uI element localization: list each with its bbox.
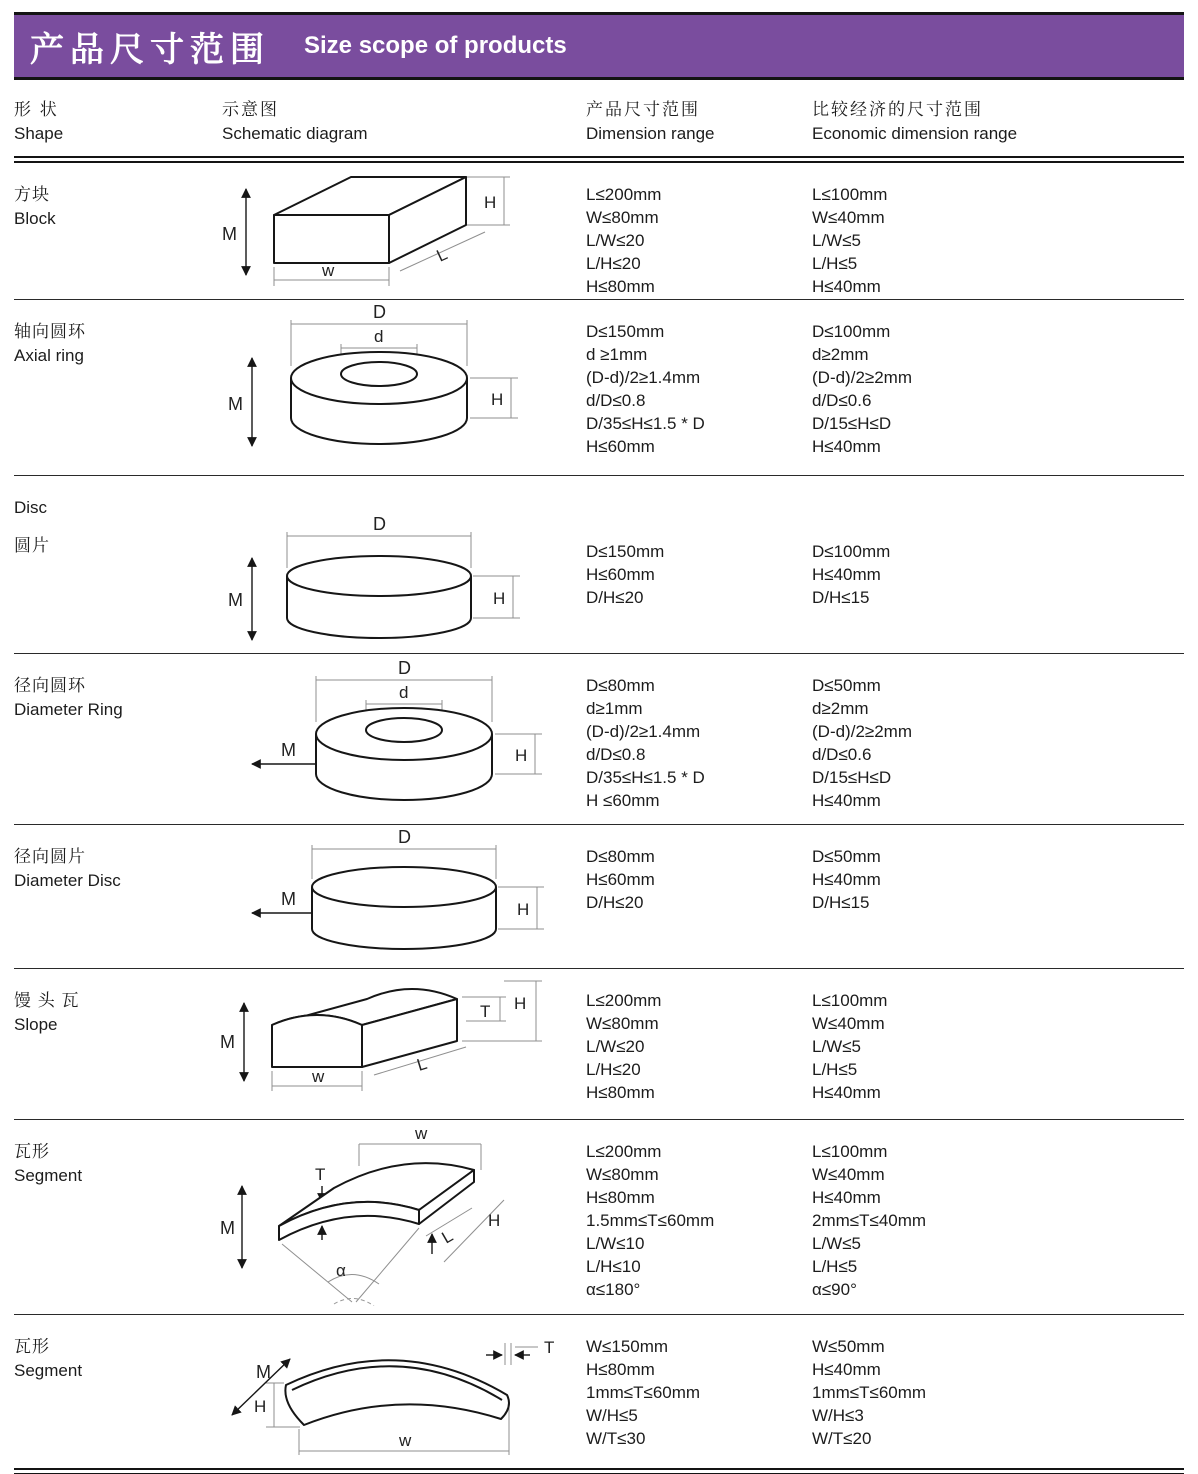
- shape-name-zh: 瓦形: [14, 1337, 50, 1356]
- schematic-cell: [204, 825, 586, 968]
- dimension-line: L≤200mm: [586, 991, 662, 1010]
- dim-label-d: d: [399, 683, 409, 702]
- column-header-dimension-en: Dimension range: [586, 124, 715, 143]
- dimension-line: W/H≤3: [812, 1406, 864, 1425]
- shape-name-zh: 径向圆片: [14, 847, 86, 866]
- dim-label-H: H: [484, 193, 497, 212]
- shape-name-en: Block: [14, 209, 56, 228]
- dimension-line: D≤150mm: [586, 542, 665, 561]
- dim-label-T: T: [315, 1165, 326, 1184]
- shape-name-zh: 瓦形: [14, 1142, 50, 1161]
- dimension-line: D≤80mm: [586, 676, 655, 695]
- dimension-line: D/H≤15: [812, 893, 870, 912]
- dimension-line: d/D≤0.8: [586, 391, 646, 410]
- column-header-row: [0, 80, 1198, 156]
- dimension-line: 2mm≤T≤40mm: [812, 1211, 927, 1230]
- economic-range: [812, 1120, 1184, 1314]
- dim-label-M: M: [228, 590, 243, 610]
- shape-cell: [14, 1120, 204, 1314]
- column-header-economic: [812, 80, 1184, 156]
- dim-label-L: L: [438, 1226, 457, 1248]
- shape-name-en: Diameter Disc: [14, 871, 121, 890]
- dimension-line: L/H≤20: [586, 1060, 641, 1079]
- table-row-diameter-ring: [0, 654, 1198, 824]
- dimension-range: [586, 163, 812, 299]
- header-divider: [14, 156, 1184, 163]
- dimension-line: α≤90°: [812, 1280, 857, 1299]
- dim-label-M: M: [256, 1362, 271, 1382]
- slope-schematic: [204, 969, 574, 1099]
- column-header-economic-en: Economic dimension range: [812, 124, 1018, 143]
- dimension-line: d/D≤0.6: [812, 391, 872, 410]
- dimension-line: W/T≤20: [812, 1429, 872, 1448]
- dim-label-M: M: [222, 224, 237, 244]
- column-header-schematic: [204, 80, 586, 156]
- dim-label-L: L: [433, 244, 451, 266]
- schematic-cell: [204, 1315, 586, 1468]
- dimension-line: (D-d)/2≥1.4mm: [586, 368, 701, 387]
- dim-label-D: D: [373, 514, 386, 534]
- shape-cell: [14, 476, 204, 653]
- dim-label-w: w: [322, 261, 335, 280]
- dimension-line: W≤80mm: [586, 1014, 659, 1033]
- column-header-dimension-zh: 产品尺寸范围: [586, 100, 700, 119]
- dimension-line: W≤50mm: [812, 1337, 885, 1356]
- economic-range: [812, 825, 1184, 968]
- segment-schematic: [204, 1120, 574, 1306]
- dimension-line: L/W≤5: [812, 1234, 862, 1253]
- dimension-line: D≤50mm: [812, 847, 881, 866]
- disc-schematic: [204, 512, 574, 648]
- dimension-line: d≥2mm: [812, 699, 869, 718]
- dimension-line: L/W≤20: [586, 1037, 645, 1056]
- dimension-line: H≤40mm: [812, 1360, 881, 1379]
- column-header-economic-zh: 比较经济的尺寸范围: [812, 100, 983, 119]
- dimension-line: H≤40mm: [812, 565, 881, 584]
- dim-label-H: H: [493, 589, 506, 608]
- dimension-range: [586, 969, 812, 1119]
- axial-ring-schematic: [204, 300, 574, 460]
- dim-label-H: H: [491, 390, 504, 409]
- dimension-line: D/15≤H≤D: [812, 414, 892, 433]
- diameter-disc-schematic: [204, 825, 574, 959]
- shape-name-zh: 轴向圆环: [14, 322, 86, 341]
- dim-label-M: M: [281, 740, 296, 760]
- dimension-line: H≤80mm: [586, 277, 655, 296]
- shape-cell: [14, 163, 204, 299]
- table-row-slope: [0, 969, 1198, 1119]
- column-header-dimension: [586, 80, 812, 156]
- dimension-line: H≤80mm: [586, 1360, 655, 1379]
- dimension-line: (D-d)/2≥1.4mm: [586, 722, 701, 741]
- dimension-line: (D-d)/2≥2mm: [812, 722, 912, 741]
- shape-name-en: Disc: [14, 498, 48, 517]
- dim-label-D: D: [398, 658, 411, 678]
- dimension-line: L≤100mm: [812, 1142, 888, 1161]
- shape-cell: [14, 1315, 204, 1468]
- dim-label-w: w: [399, 1431, 412, 1450]
- table-row-segment: [0, 1120, 1198, 1314]
- dimension-line: H≤40mm: [812, 1083, 881, 1102]
- shape-cell: [14, 654, 204, 824]
- dimension-range: [586, 1120, 812, 1314]
- dimension-line: d ≥1mm: [586, 345, 648, 364]
- dimension-line: D≤80mm: [586, 847, 655, 866]
- dimension-line: α≤180°: [586, 1280, 641, 1299]
- dim-label-T: T: [544, 1338, 555, 1357]
- dimension-range: [586, 476, 812, 653]
- page-title-en: Size scope of products: [304, 32, 567, 59]
- dimension-line: 1.5mm≤T≤60mm: [586, 1211, 715, 1230]
- shape-name-en: Axial ring: [14, 346, 84, 365]
- shape-name-zh: 馒 头 瓦: [14, 991, 80, 1010]
- dim-label-L: L: [414, 1053, 430, 1075]
- dim-label-M: M: [220, 1218, 235, 1238]
- schematic-cell: [204, 476, 586, 653]
- column-header-shape: [14, 80, 204, 156]
- shape-name-en: Slope: [14, 1015, 58, 1034]
- dim-label-alpha: α: [336, 1261, 346, 1280]
- dim-label-T: T: [480, 1002, 491, 1021]
- dimension-line: W≤40mm: [812, 1165, 885, 1184]
- dimension-line: H ≤60mm: [586, 791, 660, 810]
- dimension-line: H≤60mm: [586, 565, 655, 584]
- dim-label-M: M: [228, 394, 243, 414]
- schematic-cell: [204, 163, 586, 299]
- dim-label-D: D: [398, 827, 411, 847]
- dimension-line: L≤200mm: [586, 185, 662, 204]
- dimension-line: d≥2mm: [812, 345, 869, 364]
- dimension-line: L/W≤10: [586, 1234, 645, 1253]
- schematic-cell: [204, 654, 586, 824]
- table-row-disc: [0, 476, 1198, 653]
- dimension-line: H≤40mm: [812, 870, 881, 889]
- dimension-line: W/H≤5: [586, 1406, 638, 1425]
- table-row-diameter-disc: [0, 825, 1198, 968]
- dimension-line: W≤80mm: [586, 208, 659, 227]
- economic-range: [812, 654, 1184, 824]
- economic-range: [812, 300, 1184, 475]
- dim-label-w: w: [415, 1124, 428, 1143]
- shape-name-en: Diameter Ring: [14, 700, 123, 719]
- page-title-zh: 产品尺寸范围: [30, 30, 270, 69]
- dimension-line: L≤100mm: [812, 185, 888, 204]
- diameter-ring-schematic: [204, 654, 574, 818]
- shape-name-zh: 圆片: [14, 536, 50, 555]
- dimension-line: d/D≤0.6: [812, 745, 872, 764]
- dimension-line: d≥1mm: [586, 699, 643, 718]
- shape-name-en: Segment: [14, 1166, 83, 1185]
- dimension-line: D/35≤H≤1.5 * D: [586, 768, 705, 787]
- dimension-line: W≤80mm: [586, 1165, 659, 1184]
- dimension-range: [586, 654, 812, 824]
- dimension-line: W≤40mm: [812, 208, 885, 227]
- dimension-line: L/W≤20: [586, 231, 645, 250]
- dim-label-d: d: [374, 327, 384, 346]
- dimension-line: L≤100mm: [812, 991, 888, 1010]
- dim-label-M: M: [281, 889, 296, 909]
- dimension-line: L/H≤5: [812, 1257, 858, 1276]
- shape-cell: [14, 300, 204, 475]
- dimension-line: H≤40mm: [812, 791, 881, 810]
- dimension-range: [586, 300, 812, 475]
- dimension-range: [586, 1315, 812, 1468]
- block-schematic: [204, 163, 574, 289]
- economic-range: [812, 969, 1184, 1119]
- dimension-line: L/H≤10: [586, 1257, 641, 1276]
- schematic-cell: [204, 1120, 586, 1314]
- dim-label-H: H: [254, 1397, 267, 1416]
- column-header-schematic-en: Schematic diagram: [222, 124, 368, 143]
- dim-label-w: w: [312, 1067, 325, 1086]
- column-header-schematic-zh: 示意图: [222, 100, 279, 119]
- dim-label-D: D: [373, 302, 386, 322]
- dimension-line: H≤80mm: [586, 1188, 655, 1207]
- title-banner: [14, 12, 1184, 80]
- table-row-block: [0, 163, 1198, 299]
- dimension-line: H≤60mm: [586, 870, 655, 889]
- shape-cell: [14, 825, 204, 968]
- dimension-line: 1mm≤T≤60mm: [812, 1383, 927, 1402]
- table-row-segment-arc: [0, 1315, 1198, 1468]
- dimension-line: 1mm≤T≤60mm: [586, 1383, 701, 1402]
- schematic-cell: [204, 300, 586, 475]
- economic-range: [812, 1315, 1184, 1468]
- dimension-line: D/H≤15: [812, 588, 870, 607]
- schematic-cell: [204, 969, 586, 1119]
- dimension-line: D/H≤20: [586, 893, 644, 912]
- dim-label-H: H: [515, 746, 528, 765]
- dim-label-M: M: [220, 1032, 235, 1052]
- dimension-line: H≤80mm: [586, 1083, 655, 1102]
- shape-name-zh: 径向圆环: [14, 676, 86, 695]
- dimension-line: L/H≤20: [586, 254, 641, 273]
- dimension-line: L/W≤5: [812, 231, 862, 250]
- dimension-line: H≤40mm: [812, 437, 881, 456]
- column-header-shape-en: Shape: [14, 124, 64, 143]
- dimension-line: L/H≤5: [812, 1060, 858, 1079]
- table-row-axial-ring: [0, 300, 1198, 475]
- dimension-line: D≤50mm: [812, 676, 881, 695]
- dimension-line: W≤150mm: [586, 1337, 669, 1356]
- dimension-line: L/H≤5: [812, 254, 858, 273]
- dimension-line: W/T≤30: [586, 1429, 646, 1448]
- dimension-line: D≤150mm: [586, 322, 665, 341]
- dim-label-H: H: [517, 900, 530, 919]
- column-header-shape-zh: 形 状: [14, 100, 59, 119]
- dimension-line: W≤40mm: [812, 1014, 885, 1033]
- dimension-line: L/W≤5: [812, 1037, 862, 1056]
- shape-name-en: Segment: [14, 1361, 83, 1380]
- dimension-line: D/15≤H≤D: [812, 768, 892, 787]
- segment-arc-schematic: [204, 1315, 574, 1463]
- dimension-line: d/D≤0.8: [586, 745, 646, 764]
- dimension-line: D/H≤20: [586, 588, 644, 607]
- economic-range: [812, 476, 1184, 653]
- dimension-line: H≤40mm: [812, 277, 881, 296]
- dimension-line: L≤200mm: [586, 1142, 662, 1161]
- dimension-line: (D-d)/2≥2mm: [812, 368, 912, 387]
- dimension-line: D≤100mm: [812, 322, 891, 341]
- bottom-divider: [14, 1468, 1184, 1474]
- dim-label-H: H: [514, 994, 527, 1013]
- dimension-line: D≤100mm: [812, 542, 891, 561]
- dimension-range: [586, 825, 812, 968]
- dimension-line: D/35≤H≤1.5 * D: [586, 414, 705, 433]
- shape-name-zh: 方块: [14, 185, 50, 204]
- dimension-line: H≤60mm: [586, 437, 655, 456]
- dim-label-H: H: [488, 1211, 501, 1230]
- shape-cell: [14, 969, 204, 1119]
- economic-range: [812, 163, 1184, 299]
- dimension-line: H≤40mm: [812, 1188, 881, 1207]
